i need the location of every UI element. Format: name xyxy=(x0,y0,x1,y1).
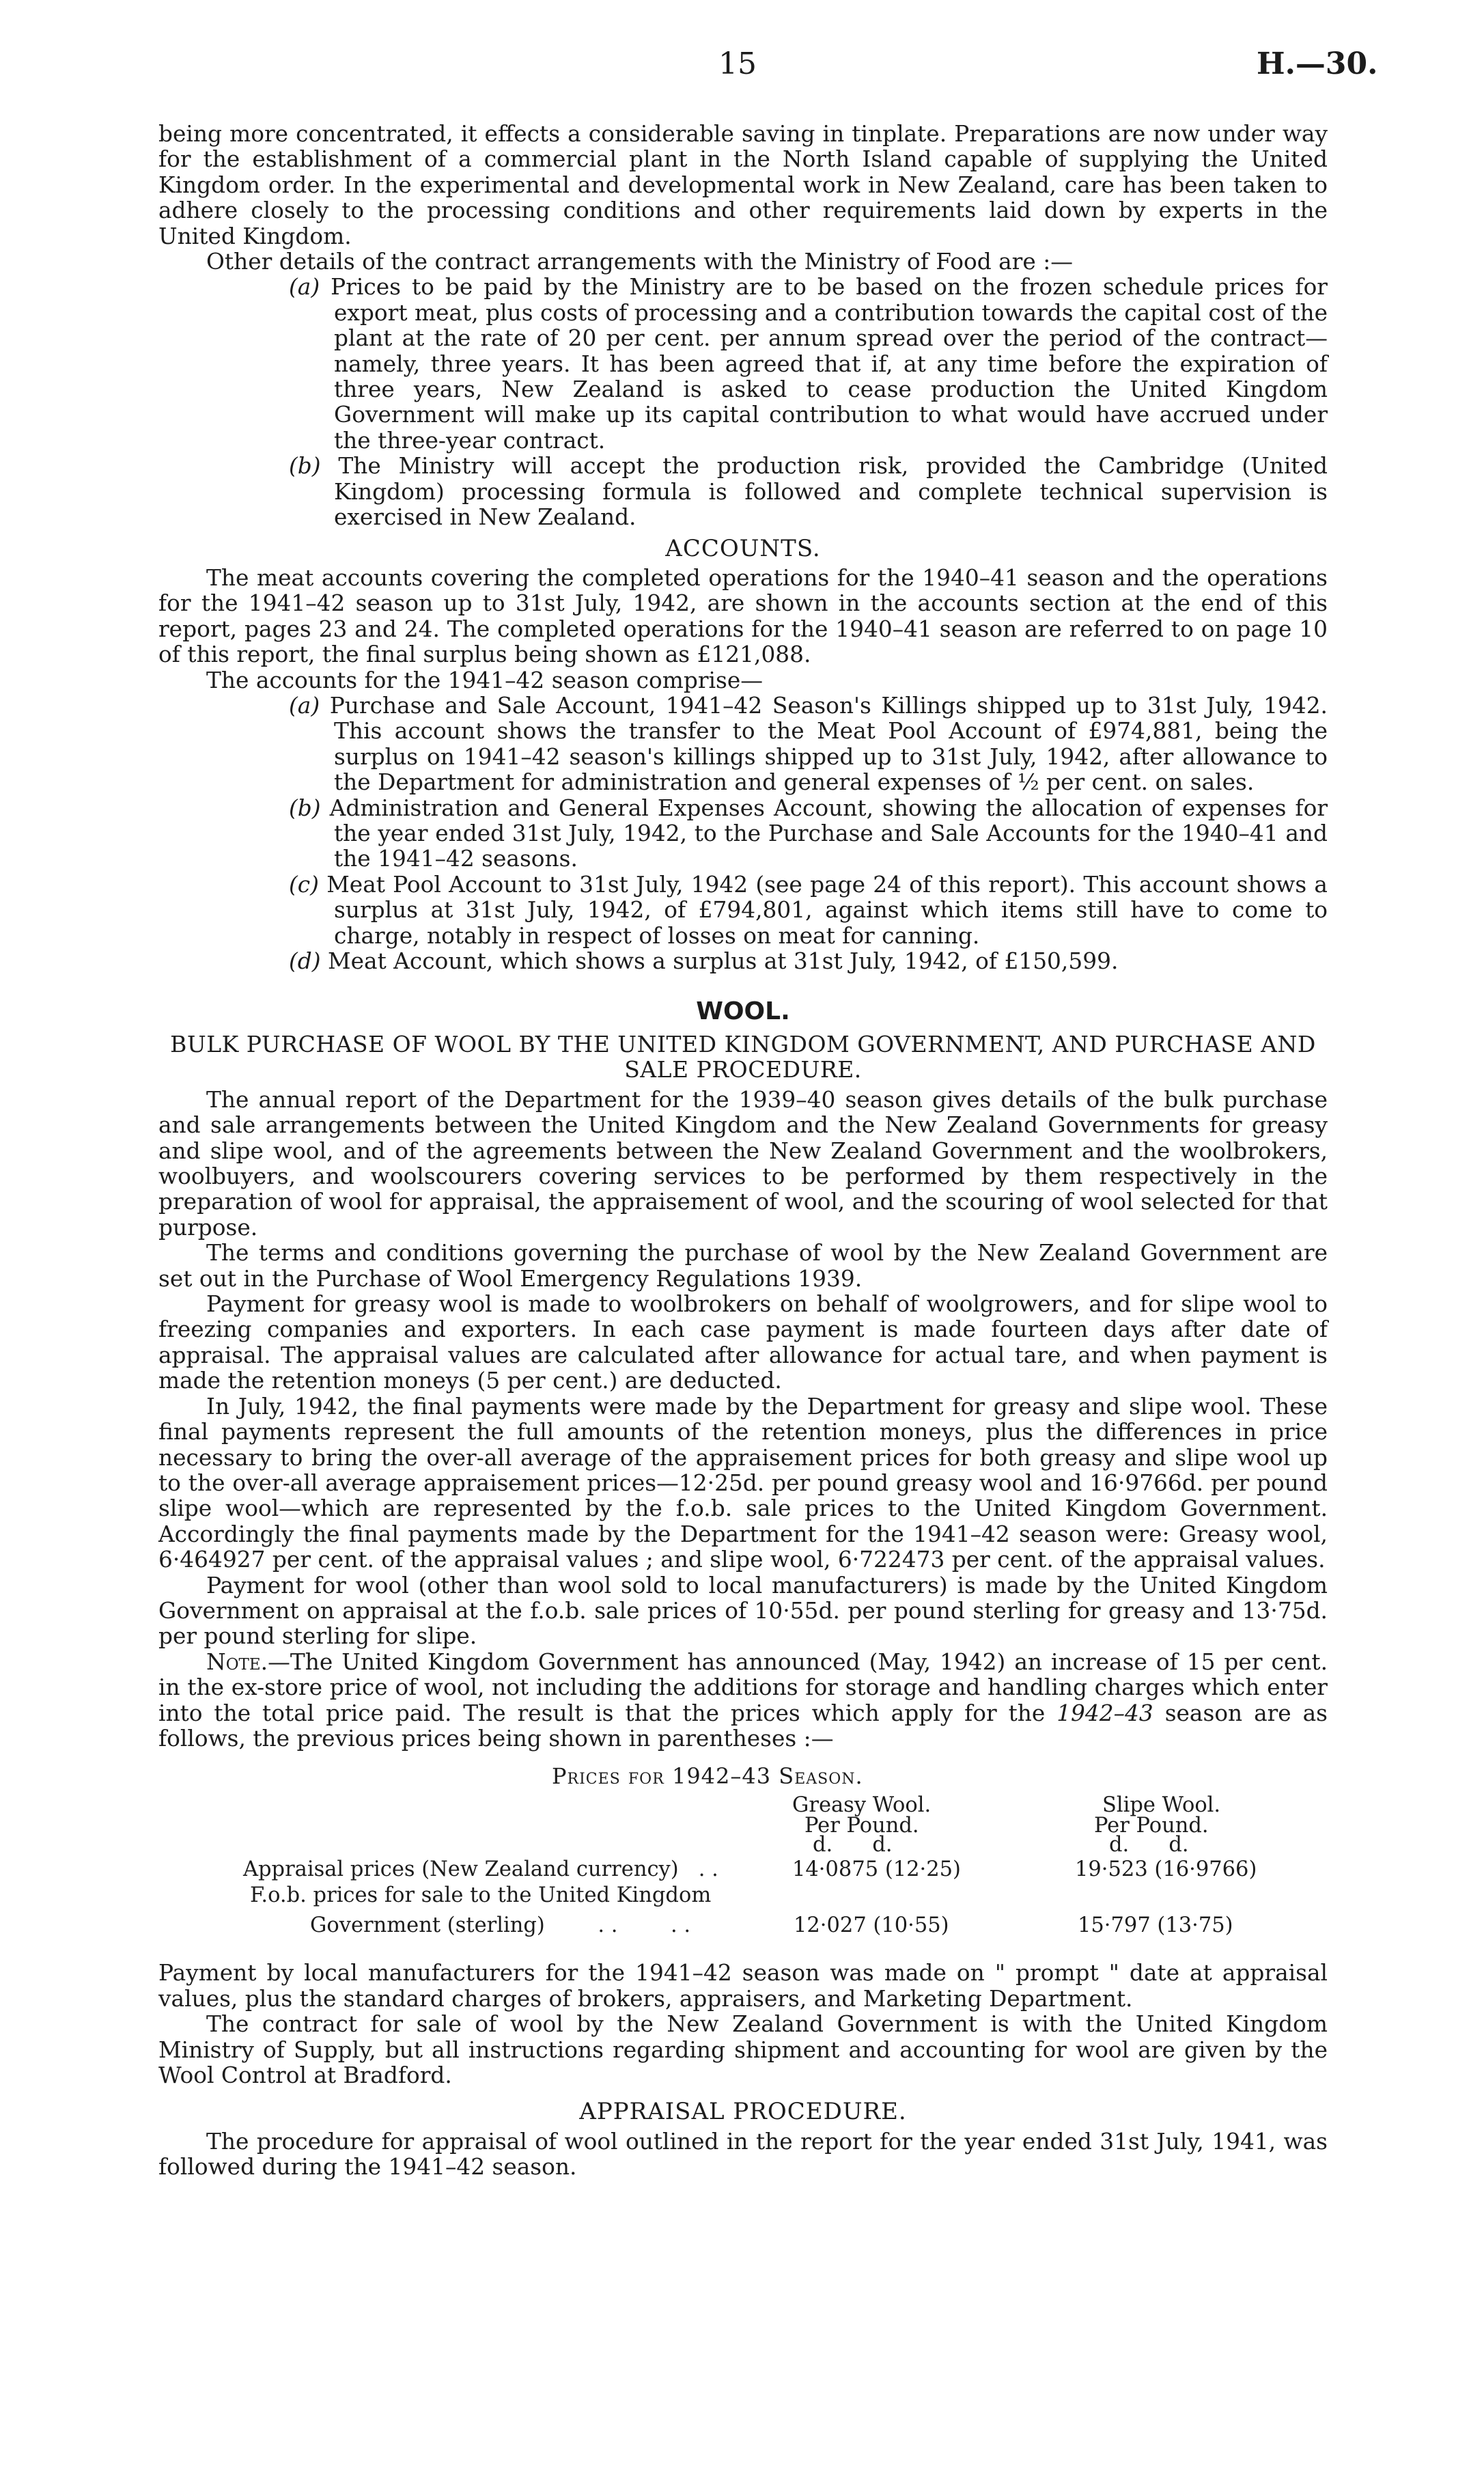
wool-paragraph-1: The annual report of the Department for the 1939–40 season gives details of the bulk purchase and sale arrangements between the United Kingdom and the New Zealand Governments for greasy and slipe wool, and of the agreements between the New Zealand Government and the woolbrokers, woolbuyers, and woolscourers covering services to be performed by them respectively in the preparation of wool for appraisal, the appraisement of wool, and the scouring of wool selected for that purpose. xyxy=(158,1086,1328,1241)
wool-paragraph-5: Payment for wool (other than wool sold to local manufacturers) is made by the United Kingdom Government on appraisal at the f.o.b. sale prices of 10·55d. per pound sterling for greasy and 13·75d. per pound sterling for slipe. xyxy=(158,1572,1328,1650)
note-text-a: —The United Kingdom Government has announced (May, 1942) an increase of 15 per cent. in the ex-store price of wool, not including the additions for storage and handling charges which enter into the total price paid. The result is that the prices which apply for the xyxy=(158,1648,1328,1726)
page-number: 15 xyxy=(718,46,757,81)
note-text-b: season are as follows, the previous prices being shown in parentheses :— xyxy=(158,1700,1328,1752)
accounts-item-c xyxy=(158,872,1328,949)
row-fob-greasy: 12·027 (10·55) xyxy=(794,1913,949,1938)
accounts-heading: ACCOUNTS. xyxy=(665,534,821,562)
accounts-paragraph-2: The accounts for the 1941–42 season comprise— xyxy=(206,667,764,693)
appraisal-paragraph-1: The procedure for appraisal of wool outlined in the report for the year ended 31st July, 1941, was followed during the 1941–42 season. xyxy=(158,2128,1328,2181)
item-label: (c) xyxy=(289,871,319,898)
accounts-item-a xyxy=(158,693,1328,796)
item-label: (d) xyxy=(289,948,321,974)
accounts-item-d xyxy=(158,949,1328,974)
wool-paragraph-2: The terms and conditions governing the purchase of wool by the New Zealand Government are set out in the Purchase of Wool Emergency Regulations 1939. xyxy=(158,1240,1328,1292)
wool-subheading: BULK PURCHASE OF WOOL BY THE UNITED KINGDOM GOVERNMENT, AND PURCHASE AND SALE PROCEDURE. xyxy=(170,1030,1316,1083)
intro-paragraph-2: Other details of the contract arrangements with the Ministry of Food are :— xyxy=(206,249,1074,275)
item-label: (a) xyxy=(289,692,320,719)
item-text: Meat Pool Account to 31st July, 1942 (see page 24 of this report). This account shows a surplus at 31st July, 1942, of £794,801, against which items still have to come to charge, notably in respect of losses on meat for canning. xyxy=(326,871,1328,949)
wool-paragraph-6: Payment by local manufacturers for the 1941–42 season was made on " prompt " date at appraisal values, plus the standard charges of brokers, appraisers, and Marketing Department. xyxy=(158,1960,1328,2012)
col-slipe-title: Slipe Wool. xyxy=(1102,1793,1221,1818)
item-text: The Ministry will accept the production risk, provided the Cambridge (United Kingdom) processing formula is followed and complete technical supervision is exercised in New Zealand. xyxy=(334,453,1328,531)
contract-item-a xyxy=(158,275,1328,454)
row-fob-label-b: Government (sterling) . . . . xyxy=(310,1913,691,1938)
row-appraisal-slipe: 19·523 (16·9766) xyxy=(1075,1857,1257,1882)
row-appraisal-greasy: 14·0875 (12·25) xyxy=(792,1857,961,1882)
note-season: 1942–43 xyxy=(1056,1700,1153,1726)
contract-item-b xyxy=(158,454,1328,530)
col-greasy-units: d. d. xyxy=(813,1833,893,1857)
col-greasy-title: Greasy Wool. xyxy=(792,1793,932,1818)
row-fob-slipe: 15·797 (13·75) xyxy=(1078,1913,1233,1938)
wool-paragraph-7: The contract for sale of wool by the New Zealand Government is with the United Kingdom Ministry of Supply, but all instructions regarding shipment and accounting for wool are given by the Wool Control at Bradford. xyxy=(158,2011,1328,2088)
accounts-item-b xyxy=(158,796,1328,872)
item-text: Administration and General Expenses Account, showing the allocation of expenses for the year ended 31st July, 1942, to the Purchase and Sale Accounts for the 1940–41 and the 1941–42 seasons. xyxy=(329,794,1328,872)
row-fob-label-a: F.o.b. prices for sale to the United Kingdom xyxy=(250,1883,712,1908)
wool-note xyxy=(158,1650,1328,1752)
wool-section-title: WOOL. xyxy=(696,997,790,1026)
row-appraisal-label: Appraisal prices (New Zealand currency) . . xyxy=(243,1857,718,1882)
item-text: Purchase and Sale Account, 1941–42 Season's Killings shipped up to 31st July, 1942. This account shows the transfer to the Meat Pool Account of £974,881, being the surplus on 1941–42 season's killings shipped up to 31st July, 1942, after allowance to the Department for administration and general expenses of ½ per cent. on sales. xyxy=(329,692,1328,796)
item-label: (b) xyxy=(289,794,321,821)
col-slipe-sub: Per Pound. xyxy=(1094,1814,1209,1838)
wool-paragraph-4: In July, 1942, the final payments were made by the Department for greasy and slipe wool. These final payments represent the full amounts of the retention moneys, plus the differences in price necessary to bring the over-all average of the appraisement prices for both greasy and slipe wool up to the over-all average appraisement prices—12·25d. per pound greasy wool and 16·9766d. per pound slipe wool—which are represented by the f.o.b. sale prices to the United Kingdom Government. Accordingly the final payments made by the Department for the 1941–42 season were: Greasy wool, 6·464927 per cent. of the appraisal values ; and slipe wool, 6·722473 per cent. of the appraisal values. xyxy=(158,1393,1328,1573)
col-slipe-units: d. d. xyxy=(1109,1833,1189,1857)
appraisal-heading: APPRAISAL PROCEDURE. xyxy=(579,2098,907,2126)
item-label: (a) xyxy=(289,274,320,301)
document-reference: H.—30. xyxy=(1257,46,1378,81)
page-body xyxy=(158,122,1328,2181)
accounts-paragraph-1: The meat accounts covering the completed operations for the 1940–41 season and the operations for the 1941–42 season up to 31st July, 1942, are shown in the accounts section at the end of this report, pages 23 and 24. The completed operations for the 1940–41 season are referred to on page 10 of this report, the final surplus being shown as £121,088. xyxy=(158,564,1328,668)
item-label: (b) xyxy=(289,453,321,480)
table-title: Prices for 1942–43 Season. xyxy=(552,1763,863,1790)
note-label: Note. xyxy=(206,1648,268,1675)
item-text: Prices to be paid by the Ministry are to be based on the frozen schedule prices for export meat, plus costs of processing and a contribution towards the capital cost of the plant at the rate of 20 per cent. per annum spread over the period of the contract—namely, three years. It has been agreed that if, at any time before the expiration of three years, New Zealand is asked to cease production the United Kingdom Government will make up its capital contribution to what would have accrued under the three-year contract. xyxy=(331,274,1328,454)
wool-paragraph-3: Payment for greasy wool is made to woolbrokers on behalf of woolgrowers, and for slipe wool to freezing companies and exporters. In each case payment is made fourteen days after date of appraisal. The appraisal values are calculated after allowance for actual tare, and when payment is made the retention moneys (5 per cent.) are deducted. xyxy=(158,1291,1328,1394)
col-greasy-sub: Per Pound. xyxy=(804,1814,919,1838)
wool-prices-table xyxy=(158,1754,1328,1959)
intro-paragraph-1: being more concentrated, it effects a considerable saving in tinplate. Preparations are now under way for the establishment of a commercial plant in the North Island capable of supplying the United Kingdom order. In the experimental and developmental work in New Zealand, care has been taken to adhere closely to the processing conditions and other requirements laid down by experts in the United Kingdom. xyxy=(158,121,1328,249)
item-text: Meat Account, which shows a surplus at 31st July, 1942, of £150,599. xyxy=(328,948,1119,974)
